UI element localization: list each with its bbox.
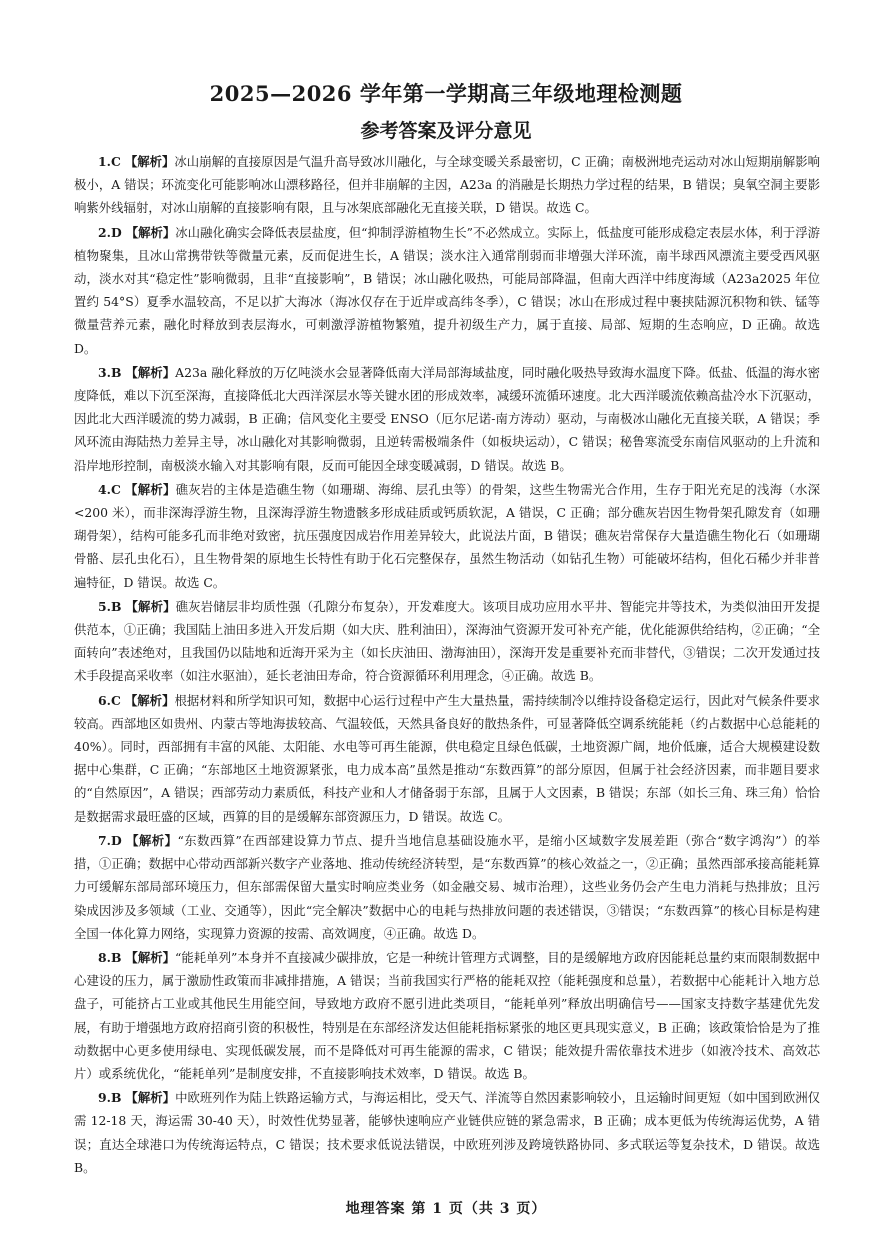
answer-list bbox=[74, 150, 820, 1180]
page-subtitle: 参考答案及评分意见 bbox=[360, 120, 532, 142]
item-number: 7. bbox=[98, 832, 111, 848]
item-tag: 【解析】 bbox=[125, 364, 176, 380]
item-text: 冰山融化确实会降低表层盐度，但“抑制浮游植物生长”不必然成立。实际上，低盐度可能形成稳定表层水体，利于浮游植物聚集，且冰山常携带铁等微量元素，反而促进生长，A 错误；淡水注入通常削弱而非增强大洋环流，南半球西风漂流主要受西风驱动，淡水对其“稳定性”影响微弱，且非“直接影响”，B 错误；冰山融化吸热，可能局部降温，但南大西洋中纬度海域（A23a2025 年位置约 54°S）夏季水温较高，不足以扩大海冰（海冰仅存在于近岸或高纬冬季），C 错误；冰山在形成过程中裹挟陆源沉积物和铁、锰等微量营养元素，融化时释放到表层海水，可刺激浮游植物繁殖，提升初级生产力，属于直接、局部、短期的生态响应，D 正确。故选 D。 bbox=[74, 224, 820, 356]
answer-item-9 bbox=[74, 1086, 820, 1179]
item-text: 冰山崩解的直接原因是气温升高导致冰川融化，与全球变暖关系最密切，C 正确；南极洲地壳运动对冰山短期崩解影响极小，A 错误；环流变化可能影响冰山漂移路径，但并非崩解的主因，A23a 的消融是长期热力学过程的结果，B 错误；臭氧空洞主要影响紫外线辐射，对冰山崩解的直接影响有限，且与冰架底部融化无直接关联，D 错误。故选 C。 bbox=[74, 154, 821, 216]
item-answer: B bbox=[110, 1090, 122, 1106]
item-number: 8. bbox=[98, 949, 111, 965]
item-answer: D bbox=[110, 832, 122, 848]
item-answer: C bbox=[110, 154, 121, 169]
item-text: 根据材料和所学知识可知，数据中心运行过程中产生大量热量，需持续制冷以维持设备稳定运行，因此对气候条件要求较高。西部地区如贵州、内蒙古等地海拔较高、气温较低，天然具备良好的散热条件，可显著降低空调系统能耗（约占数据中心总能耗的 40%）。同时，西部拥有丰富的风能、太阳能、水电等可再生能源，供电稳定且绿色低碳，土地资源广阔，地价低廉，适合大规模建设数据中心集群，C 正确；“东部地区土地资源紧张，电力成本高”虽然是推动“东数西算”的部分原因，但属于社会经济因素，而非题目要求的“自然原因”，A 错误；西部劳动力素质低，科技产业和人才储备弱于东部，且属于人文因素，B 错误；东部（如长三角、珠三角）恰恰是数据需求最旺盛的区域，西算的目的是缓解东部资源压力，D 错误。故选 C。 bbox=[74, 692, 821, 824]
item-answer: B bbox=[110, 364, 122, 380]
item-number: 3. bbox=[98, 364, 111, 380]
answer-item-7 bbox=[74, 829, 820, 945]
item-answer: B bbox=[110, 598, 122, 614]
item-tag: 【解析】 bbox=[125, 598, 176, 614]
item-answer: B bbox=[110, 949, 122, 965]
answer-item-8 bbox=[74, 946, 820, 1085]
item-text: A23a 融化释放的万亿吨淡水会显著降低南大洋局部海域盐度，同时融化吸热导致海水温度下降。低盐、低温的海水密度降低，难以下沉至深海，直接降低北大西洋深层水等关键水团的形成效率，减缓环流循环速度。北大西洋暖流依赖高盐冷水下沉驱动，因此北大西洋暖流的势力减弱，B 正确；信风变化主要受 ENSO（厄尔尼诺-南方涛动）驱动，与南极冰山融化无直接关联，A 错误；季风环流由海陆热力差异主导，冰山融化对其影响微弱，且逆转需极端条件（如板块运动），C 错误；秘鲁寒流受东南信风驱动的上升流和沿岸地形控制，南极淡水输入对其影响有限，反而可能因全球变暖减弱，D 错误。故选 B。 bbox=[74, 364, 820, 473]
item-text: 礁灰岩储层非均质性强（孔隙分布复杂），开发难度大。该项目成功应用水平井、智能完井等技术，为类似油田开发提供范本，①正确；我国陆上油田多进入开发后期（如大庆、胜利油田），深海油气资源开发可补充产能，优化能源供给结构，②正确；“全面转向”表述绝对，且我国仍以陆地和近海开采为主（如长庆油田、渤海油田），深海开发是重要补充而非替代，③错误；二次开发通过技术手段提高采收率（如注水驱油），延长老油田寿命，符合资源循环利用理念，④正确。故选 B。 bbox=[74, 598, 820, 684]
item-number: 5. bbox=[98, 598, 111, 614]
item-answer: C bbox=[110, 692, 121, 708]
answer-item-6 bbox=[74, 689, 820, 828]
item-tag: 【解析】 bbox=[124, 692, 175, 708]
page-footer: 地理答案 第 1 页（共 3 页） bbox=[345, 1201, 547, 1217]
item-number: 1. bbox=[98, 154, 111, 169]
item-answer: C bbox=[110, 481, 121, 497]
answer-item-3 bbox=[74, 361, 820, 477]
page-title: 2025—2026 学年第一学期高三年级地理检测题 bbox=[209, 81, 683, 106]
answer-item-5 bbox=[74, 595, 820, 688]
item-tag: 【解析】 bbox=[125, 224, 176, 240]
item-tag: 【解析】 bbox=[125, 1090, 176, 1106]
item-number: 2. bbox=[98, 224, 111, 240]
item-tag: 【解析】 bbox=[124, 154, 175, 169]
item-tag: 【解析】 bbox=[125, 949, 176, 965]
answer-item-4 bbox=[74, 478, 820, 594]
item-text: 中欧班列作为陆上铁路运输方式，与海运相比，受天气、洋流等自然因素影响较小，且运输时间更短（如中国到欧洲仅需 12-18 天，海运需 30-40 天），时效性优势显著，能够快速响应产业链供应链的紧急需求，B 正确；成本更低为传统海运优势，A 错误；直达全球港口为传统海运特点，C 错误；技术要求低说法错误，中欧班列涉及跨境铁路协同、多式联运等复杂技术，D 错误。故选 B。 bbox=[74, 1090, 821, 1175]
item-text: “东数西算”在西部建设算力节点、提升当地信息基础设施水平，是缩小区域数字发展差距（弥合“数字鸿沟”）的举措，①正确；数据中心带动西部新兴数字产业落地、推动传统经济转型，是“东数西算”的核心效益之一，②正确；虽然西部承接高能耗算力可缓解东部局部环境压力，但东部需保留大量实时响应类业务（如金融交易、城市治理），这些业务仍会产生电力消耗与热排放；且污染成因涉及多领域（工业、交通等），因此“完全解决”数据中心的电耗与热排放问题的表述错误，③错误；“东数西算”的核心目标是构建全国一体化算力网络，实现算力资源的按需、高效调度，④正确。故选 D。 bbox=[74, 832, 820, 941]
answer-item-2 bbox=[74, 221, 820, 360]
item-number: 6. bbox=[98, 692, 111, 708]
item-answer: D bbox=[110, 224, 122, 240]
item-text: 礁灰岩的主体是造礁生物（如珊瑚、海绵、层孔虫等）的骨架，这些生物需光合作用，生存于阳光充足的浅海（水深<200 米），而非深海浮游生物，且深海浮游生物遗骸多形成硅质或钙质软泥，A 错误，C 正确；部分礁灰岩因生物骨架孔隙发育（如珊瑚骨架），结构可能多孔而非绝对致密，抗压强度因成岩作用差异较大，此说法片面，B 错误；礁灰岩常保存大量造礁生物化石（如珊瑚骨骼、层孔虫化石），且生物骨架的原地生长特性有助于化石完整保存，虽然生物活动（如钻孔生物）可能破坏结构，但化石稀少并非普遍特征，D 错误。故选 C。 bbox=[74, 481, 821, 590]
item-number: 4. bbox=[98, 481, 111, 497]
item-number: 9. bbox=[98, 1090, 111, 1106]
item-tag: 【解析】 bbox=[124, 481, 176, 497]
item-tag: 【解析】 bbox=[125, 832, 178, 848]
answer-item-1 bbox=[74, 150, 820, 220]
item-text: “能耗单列”本身并不直接减少碳排放，它是一种统计管理方式调整，目的是缓解地方政府因能耗总量约束而限制数据中心建设的压力，属于激励性政策而非减排措施，A 错误；当前我国实行严格的能耗双控（能耗强度和总量），若数据中心能耗计入地方总盘子，可能挤占工业或其他民生用能空间，导致地方政府不愿引进此类项目，“能耗单列”释放出明确信号——国家支持数字基建优先发展，有助于增强地方政府招商引资的积极性，特别是在东部经济发达但能耗指标紧张的地区更具现实意义，B 正确；该政策恰恰是为了推动数据中心更多使用绿电、实现低碳发展，而不是降低对可再生能源的需求，C 错误；能效提升需依靠技术进步（如液冷技术、高效芯片）或系统优化，“能耗单列”是制度安排，不直接影响技术效率，D 错误。故选 B。 bbox=[74, 949, 821, 1081]
